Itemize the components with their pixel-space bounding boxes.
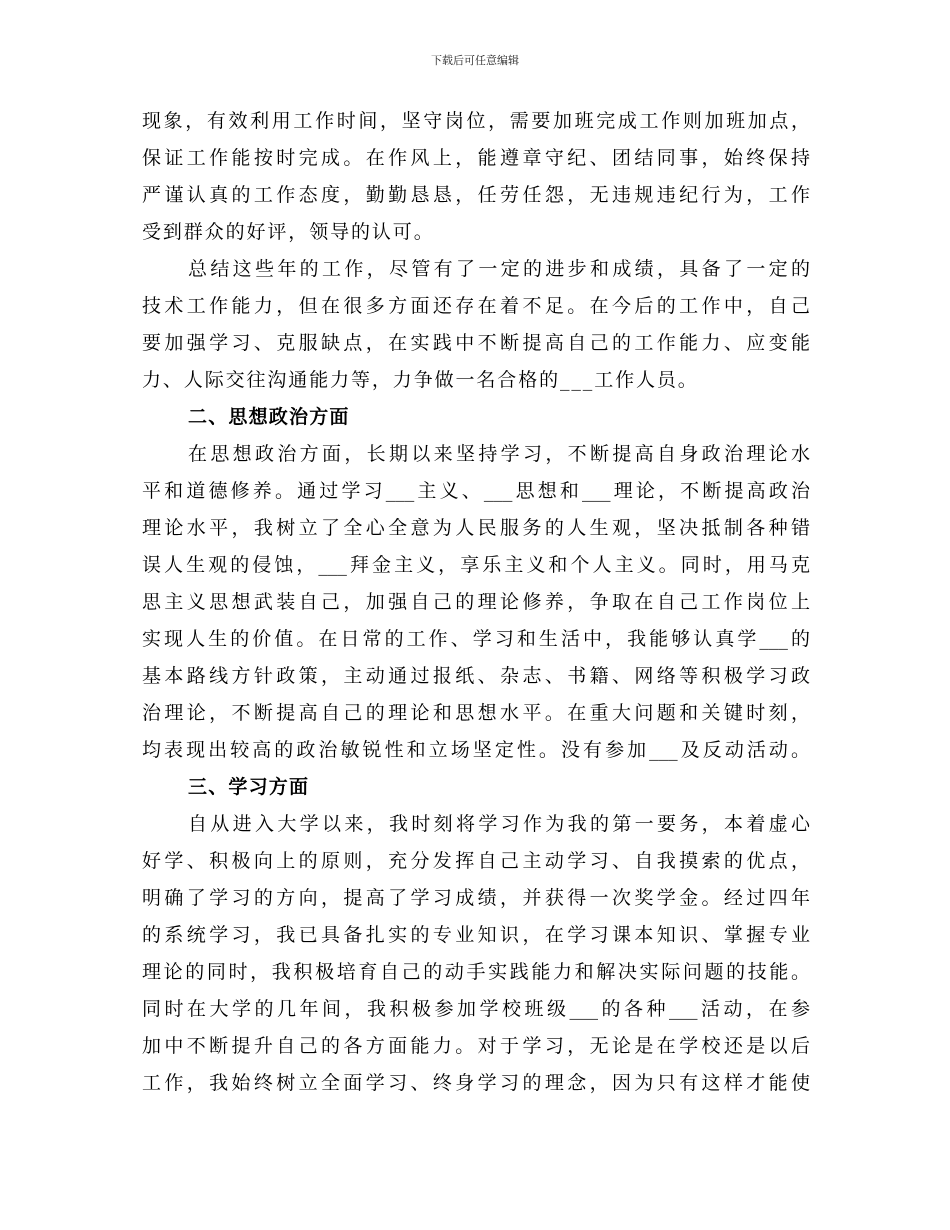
text-line: 现象，有效利用工作时间，坚守岗位，需要加班完成工作则加班加点， [142,110,810,132]
text-line: 明确了学习的方向，提高了学习成绩，并获得一次奖学金。经过四年 [142,887,810,909]
section-heading: 三、学习方面 [188,776,310,798]
text-line: 力、人际交往沟通能力等，力争做一名合格的___工作人员。 [142,369,699,391]
text-line: 平和道德修养。通过学习___主义、___思想和___理论，不断提高政治 [142,480,810,502]
text-line: 工作，我始终树立全面学习、终身学习的理念，因为只有这样才能使 [142,1072,810,1094]
text-line: 的系统学习，我已具备扎实的专业知识，在学习课本知识、掌握专业 [142,924,810,946]
text-line: 理论水平，我树立了全心全意为人民服务的人生观，坚决抵制各种错 [142,517,810,539]
text-line: 总结这些年的工作，尽管有了一定的进步和成绩，具备了一定的 [188,258,810,280]
document-body [142,103,810,1102]
text-line: 实现人生的价值。在日常的工作、学习和生活中，我能够认真学___的 [142,628,810,650]
text-line: 同时在大学的几年间，我积极参加学校班级___的各种___活动，在参 [142,998,810,1020]
text-line: 要加强学习、克服缺点，在实践中不断提高自己的工作能力、应变能 [142,332,810,354]
text-line: 自从进入大学以来，我时刻将学习作为我的第一要务，本着虚心 [188,813,810,835]
text-line: 受到群众的好评，领导的认可。 [142,221,435,243]
text-line: 理论的同时，我积极培育自己的动手实践能力和解决实际问题的技能。 [142,961,810,983]
section-heading: 二、思想政治方面 [188,406,350,428]
text-line: 加中不断提升自己的各方面能力。对于学习，无论是在学校还是以后 [142,1035,810,1057]
text-line: 严谨认真的工作态度，勤勤恳恳，任劳任怨，无违规违纪行为，工作 [142,184,810,206]
text-line: 误人生观的侵蚀，___拜金主义，享乐主义和个人主义。同时，用马克 [142,554,810,576]
text-line: 在思想政治方面，长期以来坚持学习，不断提高自身政治理论水 [188,443,810,465]
text-line: 技术工作能力，但在很多方面还存在着不足。在今后的工作中，自己 [142,295,810,317]
text-line: 均表现出较高的政治敏锐性和立场坚定性。没有参加___及反动活动。 [142,739,810,761]
text-line: 好学、积极向上的原则，充分发挥自己主动学习、自我摸索的优点， [142,850,810,872]
text-line: 保证工作能按时完成。在作风上，能遵章守纪、团结同事，始终保持 [142,147,810,169]
text-line: 思主义思想武装自己，加强自己的理论修养，争取在自己工作岗位上 [142,591,810,613]
page-header: 下载后可任意编辑 [431,54,519,67]
text-line: 基本路线方针政策，主动通过报纸、杂志、书籍、网络等积极学习政 [142,665,810,687]
text-line: 治理论，不断提高自己的理论和思想水平。在重大问题和关键时刻， [142,702,810,724]
